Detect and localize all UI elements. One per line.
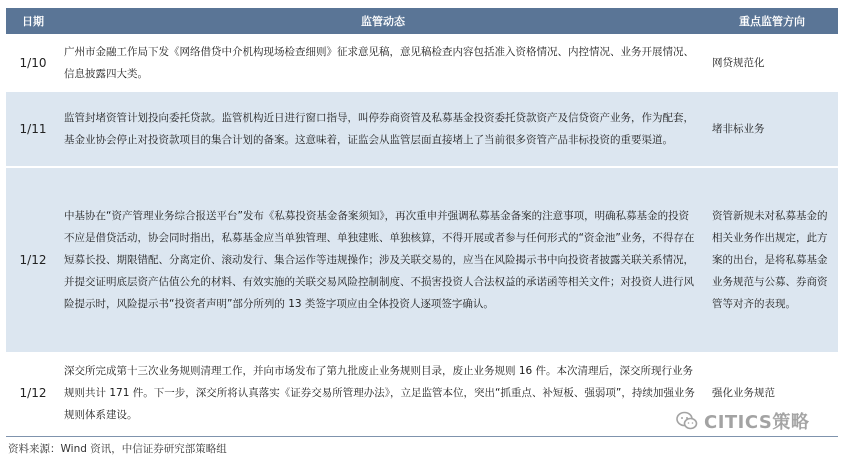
regulation-table — [6, 8, 838, 432]
row-date: 1/12 — [19, 386, 47, 400]
header-direction: 重点监管方向 — [739, 15, 805, 28]
row-body: 中基协在“资产管理业务综合报送平台”发布《私募投资基金备案须知》，再次重申并强调私募基金备案的注意事项，明确私募基金的投资不应是借贷活动，协会同时指出，私募基金应当单独管理、单独建账、单独核算，不得开展或者参与任何形式的“资金池”业务，不得存在短募长投、期限错配、分离定价、滚动发行、集合运作等违规操作；涉及关联交易的，应当在风险揭示书中向投资者披露关联关系情况，并提交证明底层资产估值公允的材料、有效实施的关联交易风险控制制度、不损害投资人合法权益的承诺函等相关文件；对投资人进行风险提示时，风险提示书“投资者声明”部分所列的 13 类签字项应由全体投资人逐项签字确认。 — [64, 210, 695, 310]
row-direction: 资管新规未对私募基金的相关业务作出规定，此方案的出台，是将私募基金业务规范与公募、券商资管等对齐的表现。 — [712, 210, 828, 310]
header-date: 日期 — [22, 15, 44, 28]
table-header — [6, 8, 838, 34]
table-row — [6, 34, 838, 90]
source-note: 资料来源：Wind 资讯，中信证券研究部策略组 — [8, 443, 227, 455]
watermark — [676, 408, 809, 434]
row-direction: 强化业务规范 — [712, 387, 775, 399]
row-direction: 堵非标业务 — [712, 123, 765, 135]
row-date: 1/11 — [19, 122, 47, 136]
row-body: 深交所完成第十三次业务规则清理工作，并向市场发布了第九批废止业务规则目录，废止业务规则 16 件。本次清理后，深交所现行业务规则共计 171 件。下一步，深交所将认真落实《证券交易所管理办法》，立足监管本位，突出“抓重点、补短板、强弱项”，持续加强业务规则体系建设。 — [64, 365, 695, 421]
table-row — [6, 90, 838, 166]
wechat-icon — [676, 411, 698, 431]
row-body: 广州市金融工作局下发《网络借贷中介机构现场检查细则》征求意见稿，意见稿检查内容包括准入资格情况、内控情况、业务开展情况、信息披露四大类。 — [64, 46, 694, 80]
table-row — [6, 166, 838, 352]
row-date: 1/10 — [19, 56, 47, 70]
row-direction: 网贷规范化 — [712, 57, 765, 69]
watermark-text: CITICS策略 — [704, 412, 810, 433]
header-trends: 监管动态 — [361, 15, 405, 28]
row-body: 监管封堵资管计划投向委托贷款。监管机构近日进行窗口指导，叫停券商资管及私募基金投资委托贷款资产及信贷资产业务，作为配套，基金业协会停止对投资款项目的集合计划的备案。这意味着，证监会从监管层面直接堵上了当前很多资管产品非标投资的重要渠道。 — [64, 112, 694, 146]
table-bottom-rule — [6, 436, 838, 437]
row-date: 1/12 — [19, 253, 47, 267]
